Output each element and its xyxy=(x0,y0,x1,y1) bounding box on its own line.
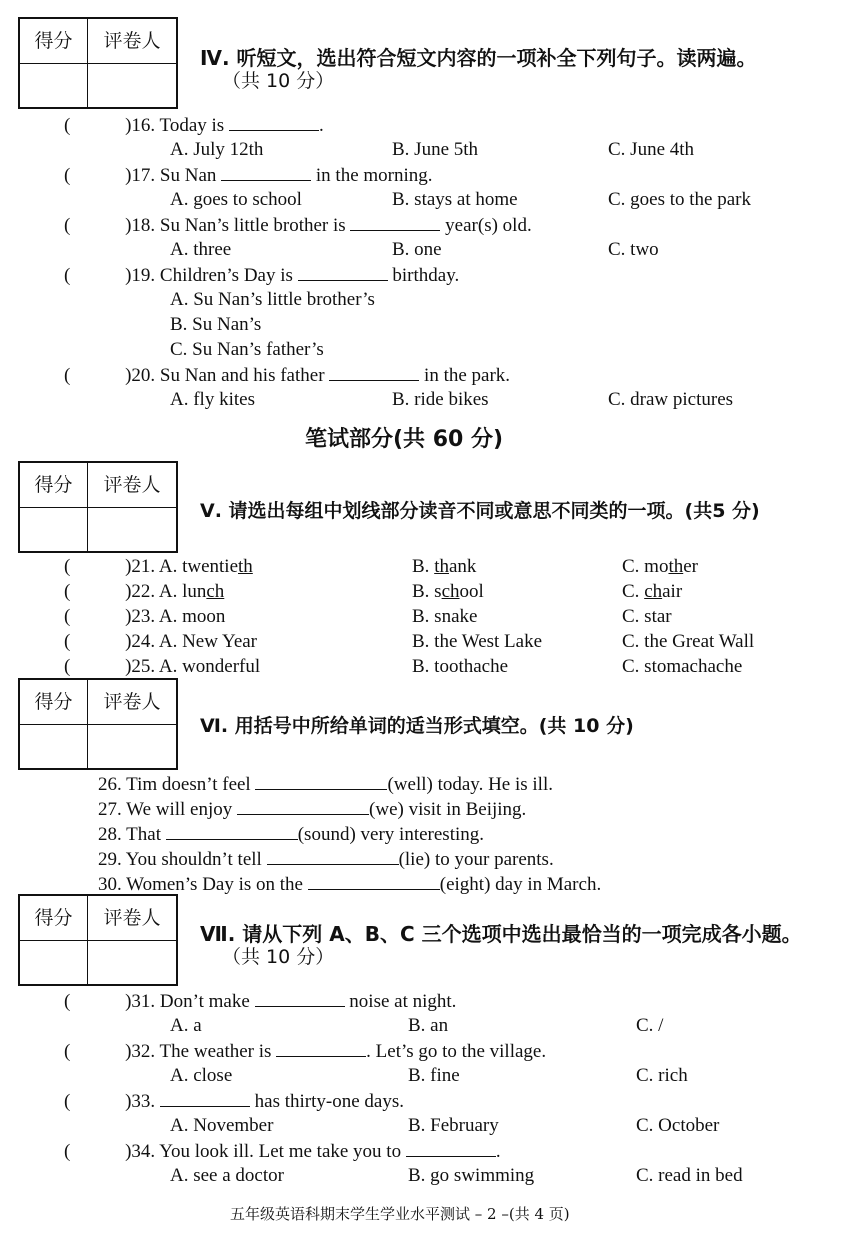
underlined-part: ch xyxy=(441,581,460,602)
option-text: air xyxy=(662,581,683,602)
option-c[interactable]: C. October xyxy=(636,1115,720,1136)
question-24 xyxy=(64,629,257,654)
question-tail: . xyxy=(495,1141,501,1162)
option-a[interactable]: A. three xyxy=(170,239,232,260)
answer-blank[interactable] xyxy=(237,796,369,815)
question-stem: )18. Su Nan’s little brother is xyxy=(125,215,346,236)
score-label: 得分 xyxy=(20,680,88,725)
grader-field[interactable] xyxy=(88,64,176,107)
paren: ( xyxy=(64,991,71,1012)
option-c[interactable] xyxy=(622,554,698,579)
paren: ( xyxy=(64,631,71,652)
question-34 xyxy=(64,1138,501,1163)
section-4-points: （共 10 分） xyxy=(222,70,335,92)
answer-blank[interactable] xyxy=(329,362,419,381)
answer-blank[interactable] xyxy=(166,821,298,840)
answer-blank[interactable] xyxy=(255,988,345,1007)
answer-blank[interactable] xyxy=(406,1138,496,1157)
option-text: C. mo xyxy=(622,556,669,577)
page-footer: 五年级英语科期末学生学业水平测试 – 2 –(共 4 页) xyxy=(230,1205,570,1223)
question-stem: )33. xyxy=(125,1091,156,1112)
paren: ( xyxy=(64,1091,71,1112)
score-box xyxy=(18,678,178,770)
question-stem: )22. A. lun xyxy=(125,581,207,602)
answer-blank[interactable] xyxy=(221,162,311,181)
question-tail: (eight) day in March. xyxy=(439,874,602,895)
paren: ( xyxy=(64,656,71,677)
question-stem: 29. You shouldn’t tell xyxy=(98,849,262,870)
question-tail: . Let’s go to the village. xyxy=(366,1041,547,1062)
option-c[interactable]: C. June 4th xyxy=(608,139,695,160)
question-tail: . xyxy=(318,115,324,136)
question-25 xyxy=(64,654,260,679)
question-21 xyxy=(64,554,253,579)
question-22 xyxy=(64,579,224,604)
score-field[interactable] xyxy=(20,508,88,551)
option-c[interactable]: C. read in bed xyxy=(636,1165,743,1186)
option-b[interactable]: B. the West Lake xyxy=(412,631,543,652)
question-tail: birthday. xyxy=(392,265,460,286)
option-text: ool xyxy=(459,581,484,602)
question-tail: in the park. xyxy=(424,365,511,386)
grader-label: 评卷人 xyxy=(88,896,176,941)
option-a[interactable]: A. Su Nan’s little brother’s xyxy=(170,289,375,310)
answer-blank[interactable] xyxy=(255,771,387,790)
question-18 xyxy=(64,212,532,237)
paren: ( xyxy=(64,365,71,386)
question-stem: )25. A. wonderful xyxy=(125,656,261,677)
section-7-title: Ⅶ. 请从下列 A、B、C 三个选项中选出最恰当的一项完成各小题。 xyxy=(200,922,802,946)
option-c[interactable]: C. star xyxy=(622,606,672,627)
question-tail: in the morning. xyxy=(315,165,433,186)
option-b[interactable]: B. ride bikes xyxy=(392,389,489,410)
section-6-title: Ⅵ. 用括号中所给单词的适当形式填空。(共 10 分) xyxy=(200,715,634,737)
score-field[interactable] xyxy=(20,725,88,768)
option-b[interactable]: B. fine xyxy=(408,1065,460,1086)
score-field[interactable] xyxy=(20,64,88,107)
underlined-part: th xyxy=(238,556,253,577)
question-19 xyxy=(64,262,459,287)
written-part-title: 笔试部分(共 60 分) xyxy=(305,427,504,452)
option-b[interactable]: B. June 5th xyxy=(392,139,479,160)
answer-blank[interactable] xyxy=(298,262,388,281)
question-29 xyxy=(98,846,554,871)
score-box xyxy=(18,461,178,553)
question-26 xyxy=(98,771,553,796)
question-tail: (well) today. He is ill. xyxy=(387,774,553,795)
option-c[interactable]: C. goes to the park xyxy=(608,189,752,210)
question-31 xyxy=(64,988,456,1013)
score-box xyxy=(18,894,178,986)
answer-blank[interactable] xyxy=(308,871,440,890)
score-field[interactable] xyxy=(20,941,88,984)
question-stem: )23. A. moon xyxy=(125,606,226,627)
question-tail: noise at night. xyxy=(349,991,457,1012)
option-c[interactable]: C. Su Nan’s father’s xyxy=(170,339,324,360)
paren: ( xyxy=(64,115,71,136)
score-label: 得分 xyxy=(20,896,88,941)
option-b[interactable]: B. go swimming xyxy=(408,1165,535,1186)
question-stem: )31. Don’t make xyxy=(125,991,250,1012)
question-stem: 30. Women’s Day is on the xyxy=(98,874,303,895)
option-b[interactable] xyxy=(412,579,484,604)
grader-label: 评卷人 xyxy=(88,19,176,64)
question-stem: 26. Tim doesn’t feel xyxy=(98,774,251,795)
question-stem: )20. Su Nan and his father xyxy=(125,365,325,386)
score-label: 得分 xyxy=(20,463,88,508)
question-23 xyxy=(64,604,225,629)
option-b[interactable]: B. one xyxy=(392,239,442,260)
option-a[interactable]: A. fly kites xyxy=(170,389,255,410)
question-tail: has thirty-one days. xyxy=(254,1091,404,1112)
question-stem: )17. Su Nan xyxy=(125,165,217,186)
underlined-part: th xyxy=(668,556,684,577)
answer-blank[interactable] xyxy=(350,212,440,231)
option-a[interactable]: A. July 12th xyxy=(170,139,264,160)
option-text: ank xyxy=(448,556,477,577)
grader-field[interactable] xyxy=(88,941,176,984)
option-b[interactable]: B. snake xyxy=(412,606,478,627)
question-stem: )34. You look ill. Let me take you to xyxy=(125,1141,402,1162)
option-text: C. xyxy=(622,581,645,602)
option-c[interactable]: C. two xyxy=(608,239,659,260)
question-33 xyxy=(64,1088,404,1113)
option-b[interactable]: B. February xyxy=(408,1115,499,1136)
question-17 xyxy=(64,162,433,187)
option-b[interactable] xyxy=(412,554,476,579)
paren: ( xyxy=(64,1141,71,1162)
paren: ( xyxy=(64,265,71,286)
question-tail: (sound) very interesting. xyxy=(297,824,484,845)
option-a[interactable]: A. close xyxy=(170,1065,233,1086)
grader-label: 评卷人 xyxy=(88,680,176,725)
underlined-part: th xyxy=(434,556,449,577)
option-c[interactable]: C. rich xyxy=(636,1065,688,1086)
paren: ( xyxy=(64,606,71,627)
answer-blank[interactable] xyxy=(276,1038,366,1057)
paren: ( xyxy=(64,215,71,236)
question-stem: )32. The weather is xyxy=(125,1041,272,1062)
answer-blank[interactable] xyxy=(267,846,399,865)
question-stem: )16. Today is xyxy=(125,115,225,136)
option-a[interactable]: A. November xyxy=(170,1115,274,1136)
option-c[interactable]: C. the Great Wall xyxy=(622,631,755,652)
underlined-part: ch xyxy=(206,581,225,602)
option-c[interactable] xyxy=(622,579,682,604)
underlined-part: ch xyxy=(644,581,663,602)
section-4-title: Ⅳ. 听短文，选出符合短文内容的一项补全下列句子。读两遍。 xyxy=(200,46,757,70)
option-text: B. xyxy=(412,556,435,577)
question-stem: )19. Children’s Day is xyxy=(125,265,293,286)
score-label: 得分 xyxy=(20,19,88,64)
option-b[interactable]: B. toothache xyxy=(412,656,509,677)
option-b[interactable]: B. Su Nan’s xyxy=(170,314,262,335)
question-28 xyxy=(98,821,484,846)
question-20 xyxy=(64,362,510,387)
question-stem: 28. That xyxy=(98,824,161,845)
option-a[interactable]: A. goes to school xyxy=(170,189,302,210)
option-text: B. s xyxy=(412,581,442,602)
option-text: er xyxy=(683,556,698,577)
paren: ( xyxy=(64,165,71,186)
grader-label: 评卷人 xyxy=(88,463,176,508)
option-c[interactable]: C. / xyxy=(636,1015,664,1036)
answer-blank[interactable] xyxy=(229,112,319,131)
option-b[interactable]: B. an xyxy=(408,1015,449,1036)
question-tail: (lie) to your parents. xyxy=(398,849,554,870)
question-stem: 27. We will enjoy xyxy=(98,799,233,820)
option-b[interactable]: B. stays at home xyxy=(392,189,518,210)
paren: ( xyxy=(64,581,71,602)
paren: ( xyxy=(64,556,71,577)
question-stem: )24. A. New Year xyxy=(125,631,258,652)
score-box xyxy=(18,17,178,109)
option-c[interactable]: C. draw pictures xyxy=(608,389,734,410)
grader-field[interactable] xyxy=(88,508,176,551)
question-32 xyxy=(64,1038,546,1063)
section-5-title: Ⅴ. 请选出每组中划线部分读音不同或意思不同类的一项。(共5 分) xyxy=(200,500,760,522)
answer-blank[interactable] xyxy=(160,1088,250,1107)
question-27 xyxy=(98,796,526,821)
question-30 xyxy=(98,871,601,896)
question-tail: (we) visit in Beijing. xyxy=(369,799,527,820)
option-a[interactable]: A. see a doctor xyxy=(170,1165,284,1186)
paren: ( xyxy=(64,1041,71,1062)
question-tail: year(s) old. xyxy=(445,215,532,236)
question-16 xyxy=(64,112,844,137)
question-stem: )21. A. twentie xyxy=(125,556,239,577)
section-7-points: （共 10 分） xyxy=(222,946,335,968)
grader-field[interactable] xyxy=(88,725,176,768)
option-a[interactable]: A. a xyxy=(170,1015,202,1036)
option-c[interactable]: C. stomachache xyxy=(622,656,743,677)
